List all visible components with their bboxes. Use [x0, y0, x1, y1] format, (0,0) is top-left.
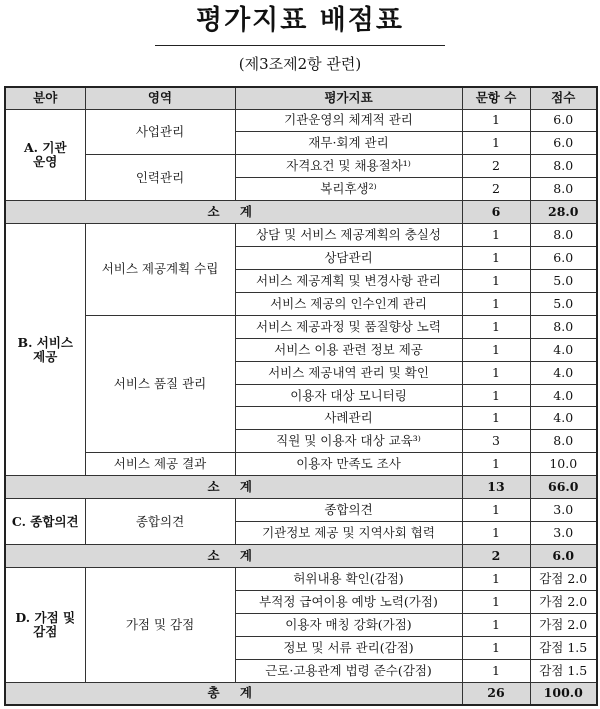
- table-row: [5, 567, 597, 590]
- domain-cell: 서비스 품질 관리: [85, 315, 235, 453]
- count-cell: 1: [462, 315, 530, 338]
- count-cell: 1: [462, 590, 530, 613]
- count-cell: 1: [462, 224, 530, 247]
- indicator-cell: 서비스 제공의 인수인계 관리: [235, 292, 462, 315]
- count-cell: 1: [462, 407, 530, 430]
- table-row: [5, 499, 597, 522]
- score-table: [4, 86, 598, 706]
- grand-total-score: 100.0: [530, 682, 597, 705]
- count-cell: 1: [462, 636, 530, 659]
- grand-total-count: 26: [462, 682, 530, 705]
- indicator-cell: 직원 및 이용자 대상 교육³⁾: [235, 430, 462, 453]
- score-cell: 8.0: [530, 430, 597, 453]
- subtotal-row: [5, 545, 597, 568]
- page-subtitle: (제3조제2항 관련): [238, 55, 362, 73]
- grand-total-row: [5, 682, 597, 705]
- table-row: [5, 453, 597, 476]
- table-row: [5, 315, 597, 338]
- subtotal-label: 소 계: [5, 545, 462, 568]
- indicator-cell: 종합의견: [235, 499, 462, 522]
- subtotal-row: [5, 476, 597, 499]
- indicator-cell: 자격요건 및 채용절차¹⁾: [235, 155, 462, 178]
- indicator-cell: 이용자 만족도 조사: [235, 453, 462, 476]
- subtotal-label: 소 계: [5, 476, 462, 499]
- score-cell: 6.0: [530, 247, 597, 270]
- indicator-cell: 허위내용 확인(감점): [235, 567, 462, 590]
- count-cell: 1: [462, 522, 530, 545]
- score-cell: 3.0: [530, 499, 597, 522]
- score-cell: 3.0: [530, 522, 597, 545]
- domain-cell: 서비스 제공계획 수립: [85, 224, 235, 316]
- indicator-cell: 서비스 제공계획 및 변경사항 관리: [235, 269, 462, 292]
- indicator-cell: 복리후생²⁾: [235, 178, 462, 201]
- subtotal-score: 28.0: [530, 201, 597, 224]
- indicator-cell: 기관운영의 체계적 관리: [235, 109, 462, 132]
- indicator-cell: 부적정 급여이용 예방 노력(가점): [235, 590, 462, 613]
- subtotal-label: 소 계: [5, 201, 462, 224]
- score-cell: 8.0: [530, 224, 597, 247]
- score-cell: 감점 1.5: [530, 636, 597, 659]
- count-cell: 1: [462, 361, 530, 384]
- score-cell: 5.0: [530, 292, 597, 315]
- count-cell: 3: [462, 430, 530, 453]
- subtotal-score: 66.0: [530, 476, 597, 499]
- count-cell: 1: [462, 384, 530, 407]
- table-row: [5, 109, 597, 132]
- header-count: 문항 수: [462, 87, 530, 109]
- domain-cell: 인력관리: [85, 155, 235, 201]
- area-cell: D. 가점 및 감점: [5, 567, 85, 682]
- header-area: 분야: [5, 87, 85, 109]
- count-cell: 1: [462, 567, 530, 590]
- indicator-cell: 이용자 매칭 강화(가점): [235, 613, 462, 636]
- count-cell: 1: [462, 292, 530, 315]
- domain-cell: 종합의견: [85, 499, 235, 545]
- header-domain: 영역: [85, 87, 235, 109]
- header-score: 점수: [530, 87, 597, 109]
- count-cell: 1: [462, 613, 530, 636]
- domain-cell: 사업관리: [85, 109, 235, 155]
- subtotal-count: 2: [462, 545, 530, 568]
- score-cell: 가점 2.0: [530, 590, 597, 613]
- score-cell: 6.0: [530, 132, 597, 155]
- indicator-cell: 근로·고용관계 법령 준수(감점): [235, 659, 462, 682]
- count-cell: 1: [462, 338, 530, 361]
- header-row: [5, 87, 597, 109]
- score-cell: 4.0: [530, 384, 597, 407]
- title-underline: [155, 45, 445, 46]
- indicator-cell: 서비스 이용 관련 정보 제공: [235, 338, 462, 361]
- indicator-cell: 정보 및 서류 관리(감점): [235, 636, 462, 659]
- subtotal-count: 6: [462, 201, 530, 224]
- page-title: 평가지표 배점표: [196, 5, 404, 36]
- score-cell: 10.0: [530, 453, 597, 476]
- score-cell: 8.0: [530, 315, 597, 338]
- area-cell: A. 기관 운영: [5, 109, 85, 201]
- score-cell: 감점 1.5: [530, 659, 597, 682]
- area-cell: B. 서비스 제공: [5, 224, 85, 476]
- indicator-cell: 재무·회계 관리: [235, 132, 462, 155]
- domain-cell: 서비스 제공 결과: [85, 453, 235, 476]
- domain-cell: 가점 및 감점: [85, 567, 235, 682]
- subtotal-count: 13: [462, 476, 530, 499]
- indicator-cell: 기관정보 제공 및 지역사회 협력: [235, 522, 462, 545]
- score-cell: 4.0: [530, 361, 597, 384]
- count-cell: 1: [462, 109, 530, 132]
- count-cell: 1: [462, 247, 530, 270]
- header-indicator: 평가지표: [235, 87, 462, 109]
- count-cell: 2: [462, 155, 530, 178]
- count-cell: 1: [462, 499, 530, 522]
- count-cell: 1: [462, 132, 530, 155]
- count-cell: 2: [462, 178, 530, 201]
- score-cell: 5.0: [530, 269, 597, 292]
- score-cell: 6.0: [530, 109, 597, 132]
- table-row: [5, 155, 597, 178]
- score-cell: 8.0: [530, 155, 597, 178]
- indicator-cell: 이용자 대상 모니터링: [235, 384, 462, 407]
- grand-total-label: 총 계: [5, 682, 462, 705]
- score-table-body: [5, 109, 597, 705]
- indicator-cell: 서비스 제공과정 및 품질향상 노력: [235, 315, 462, 338]
- count-cell: 1: [462, 269, 530, 292]
- subtotal-row: [5, 201, 597, 224]
- indicator-cell: 사례관리: [235, 407, 462, 430]
- table-row: [5, 224, 597, 247]
- score-cell: 감점 2.0: [530, 567, 597, 590]
- score-cell: 8.0: [530, 178, 597, 201]
- indicator-cell: 상담관리: [235, 247, 462, 270]
- indicator-cell: 상담 및 서비스 제공계획의 충실성: [235, 224, 462, 247]
- count-cell: 1: [462, 659, 530, 682]
- indicator-cell: 서비스 제공내역 관리 및 확인: [235, 361, 462, 384]
- area-cell: C. 종합의견: [5, 499, 85, 545]
- score-cell: 가점 2.0: [530, 613, 597, 636]
- subtotal-score: 6.0: [530, 545, 597, 568]
- count-cell: 1: [462, 453, 530, 476]
- score-cell: 4.0: [530, 338, 597, 361]
- score-cell: 4.0: [530, 407, 597, 430]
